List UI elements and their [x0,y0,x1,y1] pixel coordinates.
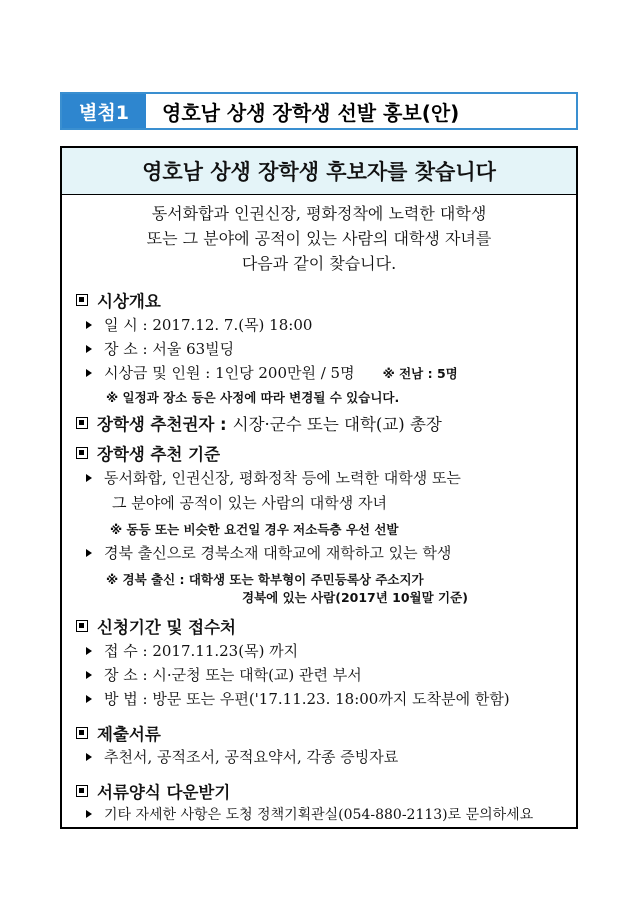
overview-note: ※ 일정과 장소 등은 사정에 따라 변경될 수 있습니다. [106,390,400,405]
documents-item: 추천서, 공적조서, 공적요약서, 각종 증빙자료 [86,746,398,767]
overview-item: 장 소 : 서울 63빌딩 [86,338,234,359]
overview-item: 일 시 : 2017.12. 7.(목) 18:00 [86,314,312,335]
triangle-bullet-icon [86,321,92,329]
criteria-note-continued: 경북에 있는 사람(2017년 10월말 기준) [242,590,468,605]
section-recommender-title: 장학생 추천권자 : 시장·군수 또는 대학(교) 총장 [76,411,442,435]
criteria-note: ※ 동등 또는 비슷한 요건일 경우 저소득층 우선 선발 [110,522,399,537]
section-overview-title: 시상개요 [76,288,161,312]
square-bullet-icon [76,417,88,429]
square-bullet-icon [76,785,88,797]
triangle-bullet-icon [86,345,92,353]
triangle-bullet-icon [86,369,92,377]
attachment-tag: 별첨1 [62,94,146,128]
document-title: 영호남 상생 장학생 선발 홍보(안) [162,100,460,125]
notice-banner: 영호남 상생 장학생 후보자를 찾습니다 [62,148,576,195]
attachment-header [60,92,578,130]
intro-line: 동서화합과 인권신장, 평화정착에 노력한 대학생 [151,204,487,223]
square-bullet-icon [76,447,88,459]
recommender-value: 시장·군수 또는 대학(교) 총장 [232,415,442,434]
square-bullet-icon [76,294,88,306]
criteria-note: ※ 경북 출신 : 대학생 또는 학부형이 주민등록상 주소지가 [106,572,424,587]
section-criteria-title: 장학생 추천 기준 [76,441,220,465]
notice-box [60,146,578,829]
criteria-item-continued: 그 분야에 공적이 있는 사람의 대학생 자녀 [112,494,387,512]
triangle-bullet-icon [86,647,92,655]
section-download-title: 서류양식 다운받기 [76,779,230,803]
criteria-item: 동서화합, 인권신장, 평화정착 등에 노력한 대학생 또는 [86,467,461,488]
intro-line: 또는 그 분야에 공적이 있는 사람의 대학생 자녀를 [146,229,492,248]
section-application-title: 신청기간 및 접수처 [76,614,236,638]
overview-quota-note: ※ 전남 : 5명 [382,365,458,381]
application-item: 방 법 : 방문 또는 우편('17.11.23. 18:00까지 도착분에 한함) [86,688,510,709]
triangle-bullet-icon [86,671,92,679]
section-documents-title: 제출서류 [76,721,161,745]
application-item: 접 수 : 2017.11.23(목) 까지 [86,640,298,661]
triangle-bullet-icon [86,810,92,818]
intro-text [62,201,576,276]
application-item: 장 소 : 시·군청 또는 대학(교) 관련 부서 [86,664,362,685]
square-bullet-icon [76,727,88,739]
intro-line: 다음과 같이 찾습니다. [241,254,397,273]
overview-item: 시상금 및 인원 : 1인당 200만원 / 5명 ※ 전남 : 5명 [86,362,458,383]
criteria-item: 경북 출신으로 경북소재 대학교에 재학하고 있는 학생 [86,542,451,563]
triangle-bullet-icon [86,549,92,557]
download-item: 기타 자세한 사항은 도청 정책기획관실(054-880-2113)로 문의하세요 [86,804,533,824]
triangle-bullet-icon [86,695,92,703]
square-bullet-icon [76,620,88,632]
triangle-bullet-icon [86,474,92,482]
triangle-bullet-icon [86,753,92,761]
